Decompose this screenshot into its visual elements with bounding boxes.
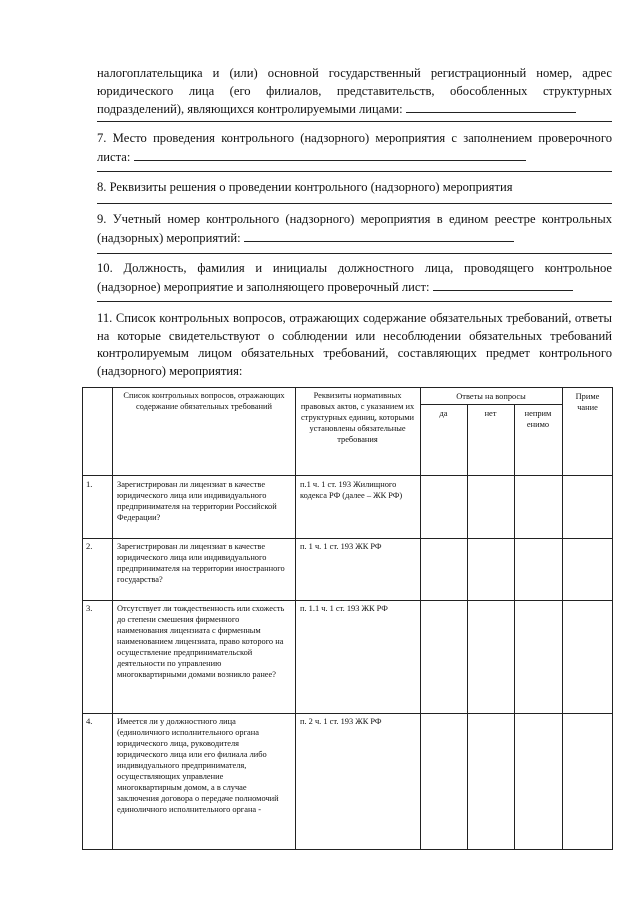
row-question: Отсутствует ли тождественность или схожесть до степени смешения фирменного наименования лицензиата с фирменным наименованием лицензиата, право которого на осуществление предпринимательской деятельности по управлению многоквартирными домами возникло ранее? — [117, 604, 285, 679]
row-number: 3. — [86, 603, 93, 613]
header-no: нет — [484, 409, 497, 418]
checklist-table — [82, 387, 613, 850]
paragraph-item-8 — [97, 179, 612, 197]
fill-line[interactable] — [97, 301, 612, 302]
header-answers: Ответы на вопросы — [456, 392, 526, 401]
answer-yes-cell[interactable] — [423, 479, 465, 536]
fill-line[interactable] — [406, 100, 576, 113]
paragraph-item-10 — [97, 260, 612, 296]
row-question: Зарегистрирован ли лицензиат в качестве юридического лица или индивидуального предпринимателя на территории Российской Федерации? — [117, 480, 277, 522]
paragraph-text: 9. Учетный номер контрольного (надзорного) мероприятия в едином реестре контрольных (надзорных) мероприятий: — [97, 212, 612, 245]
header-yes: да — [439, 409, 448, 418]
fill-line[interactable] — [244, 229, 514, 242]
row-number: 1. — [86, 479, 93, 489]
row-requisite: п. 1.1 ч. 1 ст. 193 ЖК РФ — [300, 604, 388, 613]
paragraph-item-9 — [97, 211, 612, 247]
fill-line[interactable] — [97, 171, 612, 172]
fill-line[interactable] — [97, 121, 612, 122]
fill-line[interactable] — [97, 253, 612, 254]
header-questions: Список контрольных вопросов, отражающих содержание обязательных требований — [123, 391, 285, 411]
row-number: 4. — [86, 716, 93, 726]
answer-no-cell[interactable] — [470, 479, 512, 536]
paragraph-text: 8. Реквизиты решения о проведении контрольного (надзорного) мероприятия — [97, 180, 513, 194]
fill-line[interactable] — [97, 203, 612, 204]
row-requisite: п. 1 ч. 1 ст. 193 ЖК РФ — [300, 542, 382, 551]
fill-line[interactable] — [134, 148, 526, 161]
header-note: Приме чание — [575, 392, 600, 412]
row-question: Имеется ли у должностного лица (единоличного исполнительного органа юридического лица, руководителя юридического лица или его филиала либо индивидуального предпринимателя, осуществляющих управление многоквартирным домом, а в случае заключения договора о передаче полномочий единоличного исполнительного органа - — [117, 717, 279, 814]
paragraph-text: 11. Список контрольных вопросов, отражающих содержание обязательных требований, ответы на которые свидетельствуют о соблюдении или несоблюдении обязательных требований контролируемым лицом обязательных требований, составляющих предмет контрольного (надзорного) мероприятия: — [97, 311, 612, 378]
fill-line[interactable] — [433, 278, 573, 291]
header-requisites: Реквизиты нормативных правовых актов, с указанием их структурных единиц, которыми установлены обязательные требования — [300, 391, 415, 444]
paragraph-text: 7. Место проведения контрольного (надзорного) мероприятия с заполнением проверочного листа: — [97, 131, 612, 164]
answer-not-applicable-cell[interactable] — [517, 479, 560, 536]
paragraph-item-7 — [97, 130, 612, 166]
row-number: 2. — [86, 541, 93, 551]
header-not-applicable: неприм енимо — [524, 409, 552, 429]
note-cell[interactable] — [565, 479, 610, 536]
paragraph-text: 10. Должность, фамилия и инициалы должностного лица, проводящего контрольное (надзорное) мероприятие и заполняющего проверочный лист: — [97, 261, 612, 294]
row-question: Зарегистрирован ли лицензиат в качестве юридического лица или индивидуального предпринимателя на территории иностранного государства? — [117, 542, 285, 584]
paragraph-text: налогоплательщика и (или) основной государственный регистрационный номер, адрес юридического лица (его филиалов, представительств, обособленных структурных подразделений), являющихся контролируемыми лицами: — [97, 66, 612, 116]
paragraph-taxpayer — [97, 65, 612, 119]
row-requisite: п. 2 ч. 1 ст. 193 ЖК РФ — [300, 717, 382, 726]
row-requisite: п.1 ч. 1 ст. 193 Жилищного кодекса РФ (далее – ЖК РФ) — [300, 480, 403, 500]
paragraph-item-11 — [97, 310, 612, 380]
